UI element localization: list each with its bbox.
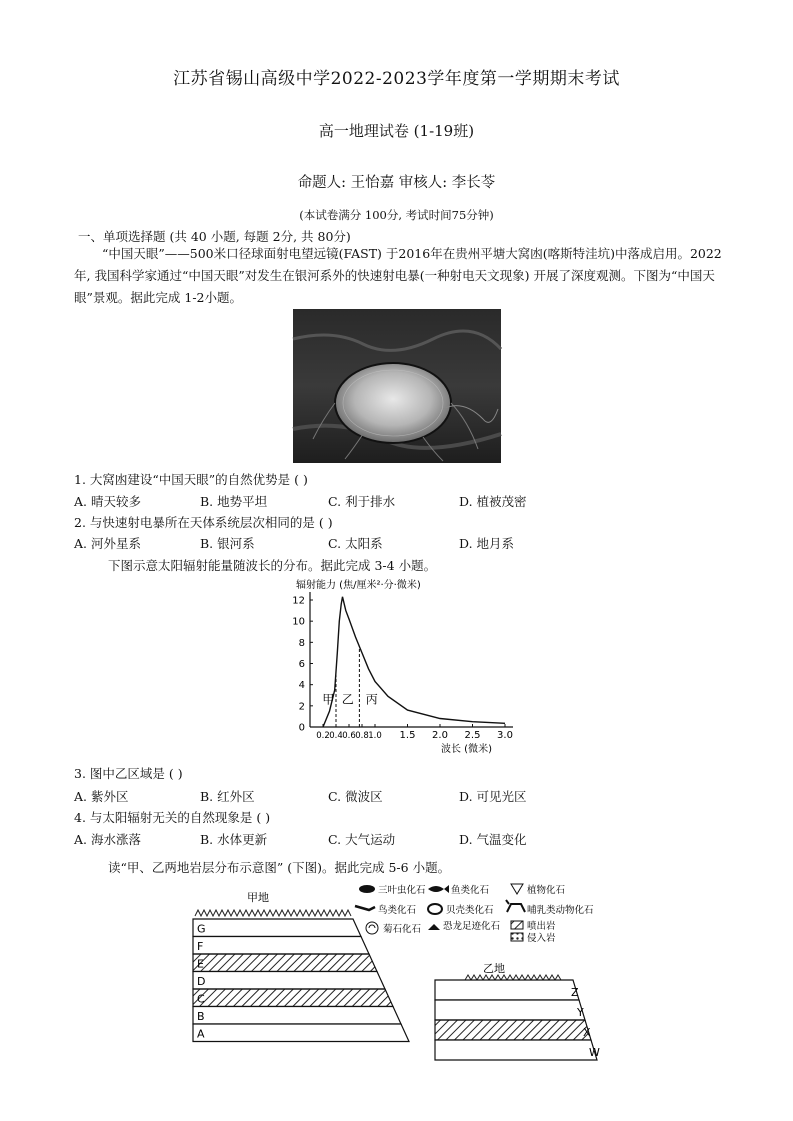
exam-subtitle: 高一地理试卷 (1-19班)	[318, 122, 475, 140]
site-b-layers	[435, 980, 600, 1060]
chart-ylabel: 辐射能力 (焦/厘米²·分·微米)	[296, 580, 421, 591]
shell-icon	[428, 904, 442, 914]
chart-x-tick-label: 0.8	[355, 731, 369, 741]
chart-y-tick-label: 4	[298, 680, 305, 692]
question-2-options	[74, 533, 714, 555]
svg-text:鸟类化石: 鸟类化石	[378, 905, 417, 916]
q2-option-a[interactable]: A. 河外星系	[74, 536, 141, 551]
site-b-grass	[465, 975, 561, 980]
stratum-layer	[193, 1007, 401, 1025]
q3-option-b[interactable]: B. 红外区	[200, 789, 255, 804]
bird-icon	[355, 906, 375, 910]
svg-text:鱼类化石: 鱼类化石	[451, 885, 490, 896]
stratum-layer	[435, 980, 579, 1000]
svg-text:恐龙足迹化石: 恐龙足迹化石	[443, 921, 501, 932]
q2-option-d[interactable]: D. 地月系	[459, 536, 515, 551]
stratum-layer	[193, 1024, 409, 1042]
chart-x-tick-label: 2.5	[464, 730, 481, 741]
stratum-letter: B	[197, 1010, 205, 1023]
q2-option-b[interactable]: B. 银河系	[200, 536, 255, 551]
svg-text:贝壳类化石: 贝壳类化石	[446, 905, 494, 916]
strata-legend	[355, 884, 594, 944]
plant-icon	[511, 884, 523, 894]
chart-y-tick-label: 2	[298, 701, 305, 713]
stratum-layer	[193, 919, 361, 937]
svg-text:植物化石: 植物化石	[527, 885, 566, 896]
stratum-letter: Z	[571, 986, 579, 999]
question-1: 1. 大窝凼建设“中国天眼”的自然优势是 ( )	[74, 472, 308, 487]
question-1-options	[74, 491, 714, 513]
site-a-label: 甲地	[247, 891, 269, 904]
svg-text:侵入岩: 侵入岩	[527, 933, 556, 944]
stratum-letter: F	[197, 940, 204, 953]
q4-option-b[interactable]: B. 水体更新	[200, 832, 268, 847]
stratum-letter: X	[583, 1026, 591, 1039]
chart-x-tick-label: 1.0	[368, 731, 382, 741]
stratum-layer	[193, 954, 377, 972]
fish-icon	[428, 885, 449, 893]
site-a-grass	[195, 910, 351, 916]
stratum-layer	[435, 1000, 585, 1020]
svg-text:喷出岩: 喷出岩	[527, 921, 556, 932]
q1-option-c[interactable]: C. 利于排水	[328, 494, 396, 509]
chart-x-tick-label: 0.6	[342, 731, 356, 741]
q1-option-a[interactable]: A. 晴天较多	[74, 494, 141, 509]
chart-y-tick-label: 10	[292, 616, 305, 628]
mammal-icon	[506, 900, 525, 912]
question-2: 2. 与快速射电暴所在天体系统层次相同的是 ( )	[74, 515, 333, 530]
stratum-letter: D	[197, 975, 206, 988]
chart-x-tick-label: 0.4	[329, 731, 343, 741]
site-b-label: 乙地	[483, 962, 505, 975]
intro-questions-3-4: 下图示意太阳辐射能量随波长的分布。据此完成 3-4 小题。	[108, 558, 437, 573]
section-heading: 一、单项选择题 (共 40 小题, 每题 2分, 共 80分)	[78, 229, 351, 244]
strata-diagram	[185, 876, 615, 1059]
chart-y-tick-label: 8	[298, 637, 305, 649]
chart-x-tick-label: 1.5	[399, 730, 416, 741]
stratum-layer	[193, 989, 393, 1007]
ammonite-icon	[366, 922, 378, 934]
svg-text:菊石化石: 菊石化石	[383, 924, 422, 935]
svg-text:三叶虫化石: 三叶虫化石	[378, 885, 426, 896]
exam-authors: 命题人: 王怡嘉 审核人: 李长苓	[297, 175, 496, 191]
stratum-letter: G	[197, 922, 206, 936]
q4-option-c[interactable]: C. 大气运动	[328, 832, 396, 847]
stratum-letter: Y	[577, 1006, 584, 1019]
question-4: 4. 与太阳辐射无关的自然现象是 ( )	[74, 810, 271, 825]
exam-info: (本试卷满分 100分, 考试时间75分钟)	[299, 208, 494, 222]
site-a-layers	[193, 919, 409, 1042]
intrusive-rock-icon	[511, 933, 523, 941]
dinosaur-track-icon	[428, 924, 440, 930]
chart-x-tick-label: 0.2	[316, 731, 330, 741]
fast-telescope-photo	[293, 309, 501, 463]
solar-radiation-chart	[280, 575, 520, 759]
q2-option-c[interactable]: C. 太阳系	[328, 536, 383, 551]
stratum-letter: A	[197, 1027, 205, 1041]
q3-option-c[interactable]: C. 微波区	[328, 789, 383, 804]
q1-option-d[interactable]: D. 植被茂密	[459, 494, 527, 509]
stratum-letter: E	[197, 957, 204, 971]
stratum-letter: C	[197, 992, 205, 1006]
passage-1: “中国天眼”——500米口径球面射电望远镜(FAST) 于2016年在贵州平塘大窝凼(喀斯特洼坑)中落成启用。2022年, 我国科学家通过“中国天眼”对发生在银河系外的快速射电暴(一种射电天文现象) 开展了深度观测。下图为“中国天眼”景观。据此完成 1-2小题。	[74, 246, 722, 305]
question-4-options	[74, 829, 714, 851]
chart-region-label: 丙	[365, 692, 378, 707]
chart-y-tick-label: 6	[298, 659, 305, 670]
chart-x-tick-label: 2.0	[432, 730, 448, 741]
trilobite-icon	[359, 885, 375, 893]
extrusive-rock-icon	[511, 921, 523, 929]
stratum-layer	[193, 937, 369, 955]
chart-xlabel: 波长 (微米)	[441, 744, 492, 755]
q4-option-d[interactable]: D. 气温变化	[459, 832, 527, 847]
chart-y-tick-label: 0	[298, 722, 305, 734]
chart-region-label: 乙	[341, 692, 354, 707]
stratum-letter: W	[589, 1046, 600, 1059]
question-3: 3. 图中乙区域是 ( )	[74, 766, 183, 781]
question-3-options	[74, 786, 714, 808]
chart-y-tick-label: 12	[292, 595, 305, 607]
chart-series-line	[323, 597, 505, 727]
q3-option-a[interactable]: A. 紫外区	[74, 789, 129, 804]
exam-title: 江苏省锡山高级中学2022-2023学年度第一学期期末考试	[173, 69, 620, 89]
q1-option-b[interactable]: B. 地势平坦	[200, 494, 268, 509]
chart-region-label: 甲	[322, 692, 335, 707]
stratum-layer	[435, 1040, 597, 1060]
intro-questions-5-6: 读“甲、乙两地岩层分布示意图” (下图)。据此完成 5-6 小题。	[108, 860, 451, 875]
q4-option-a[interactable]: A. 海水涨落	[74, 832, 141, 847]
stratum-layer	[193, 972, 385, 990]
svg-text:哺乳类动物化石: 哺乳类动物化石	[527, 905, 594, 916]
q3-option-d[interactable]: D. 可见光区	[459, 789, 527, 804]
stratum-layer	[435, 1020, 591, 1040]
chart-x-tick-label: 3.0	[497, 730, 513, 741]
